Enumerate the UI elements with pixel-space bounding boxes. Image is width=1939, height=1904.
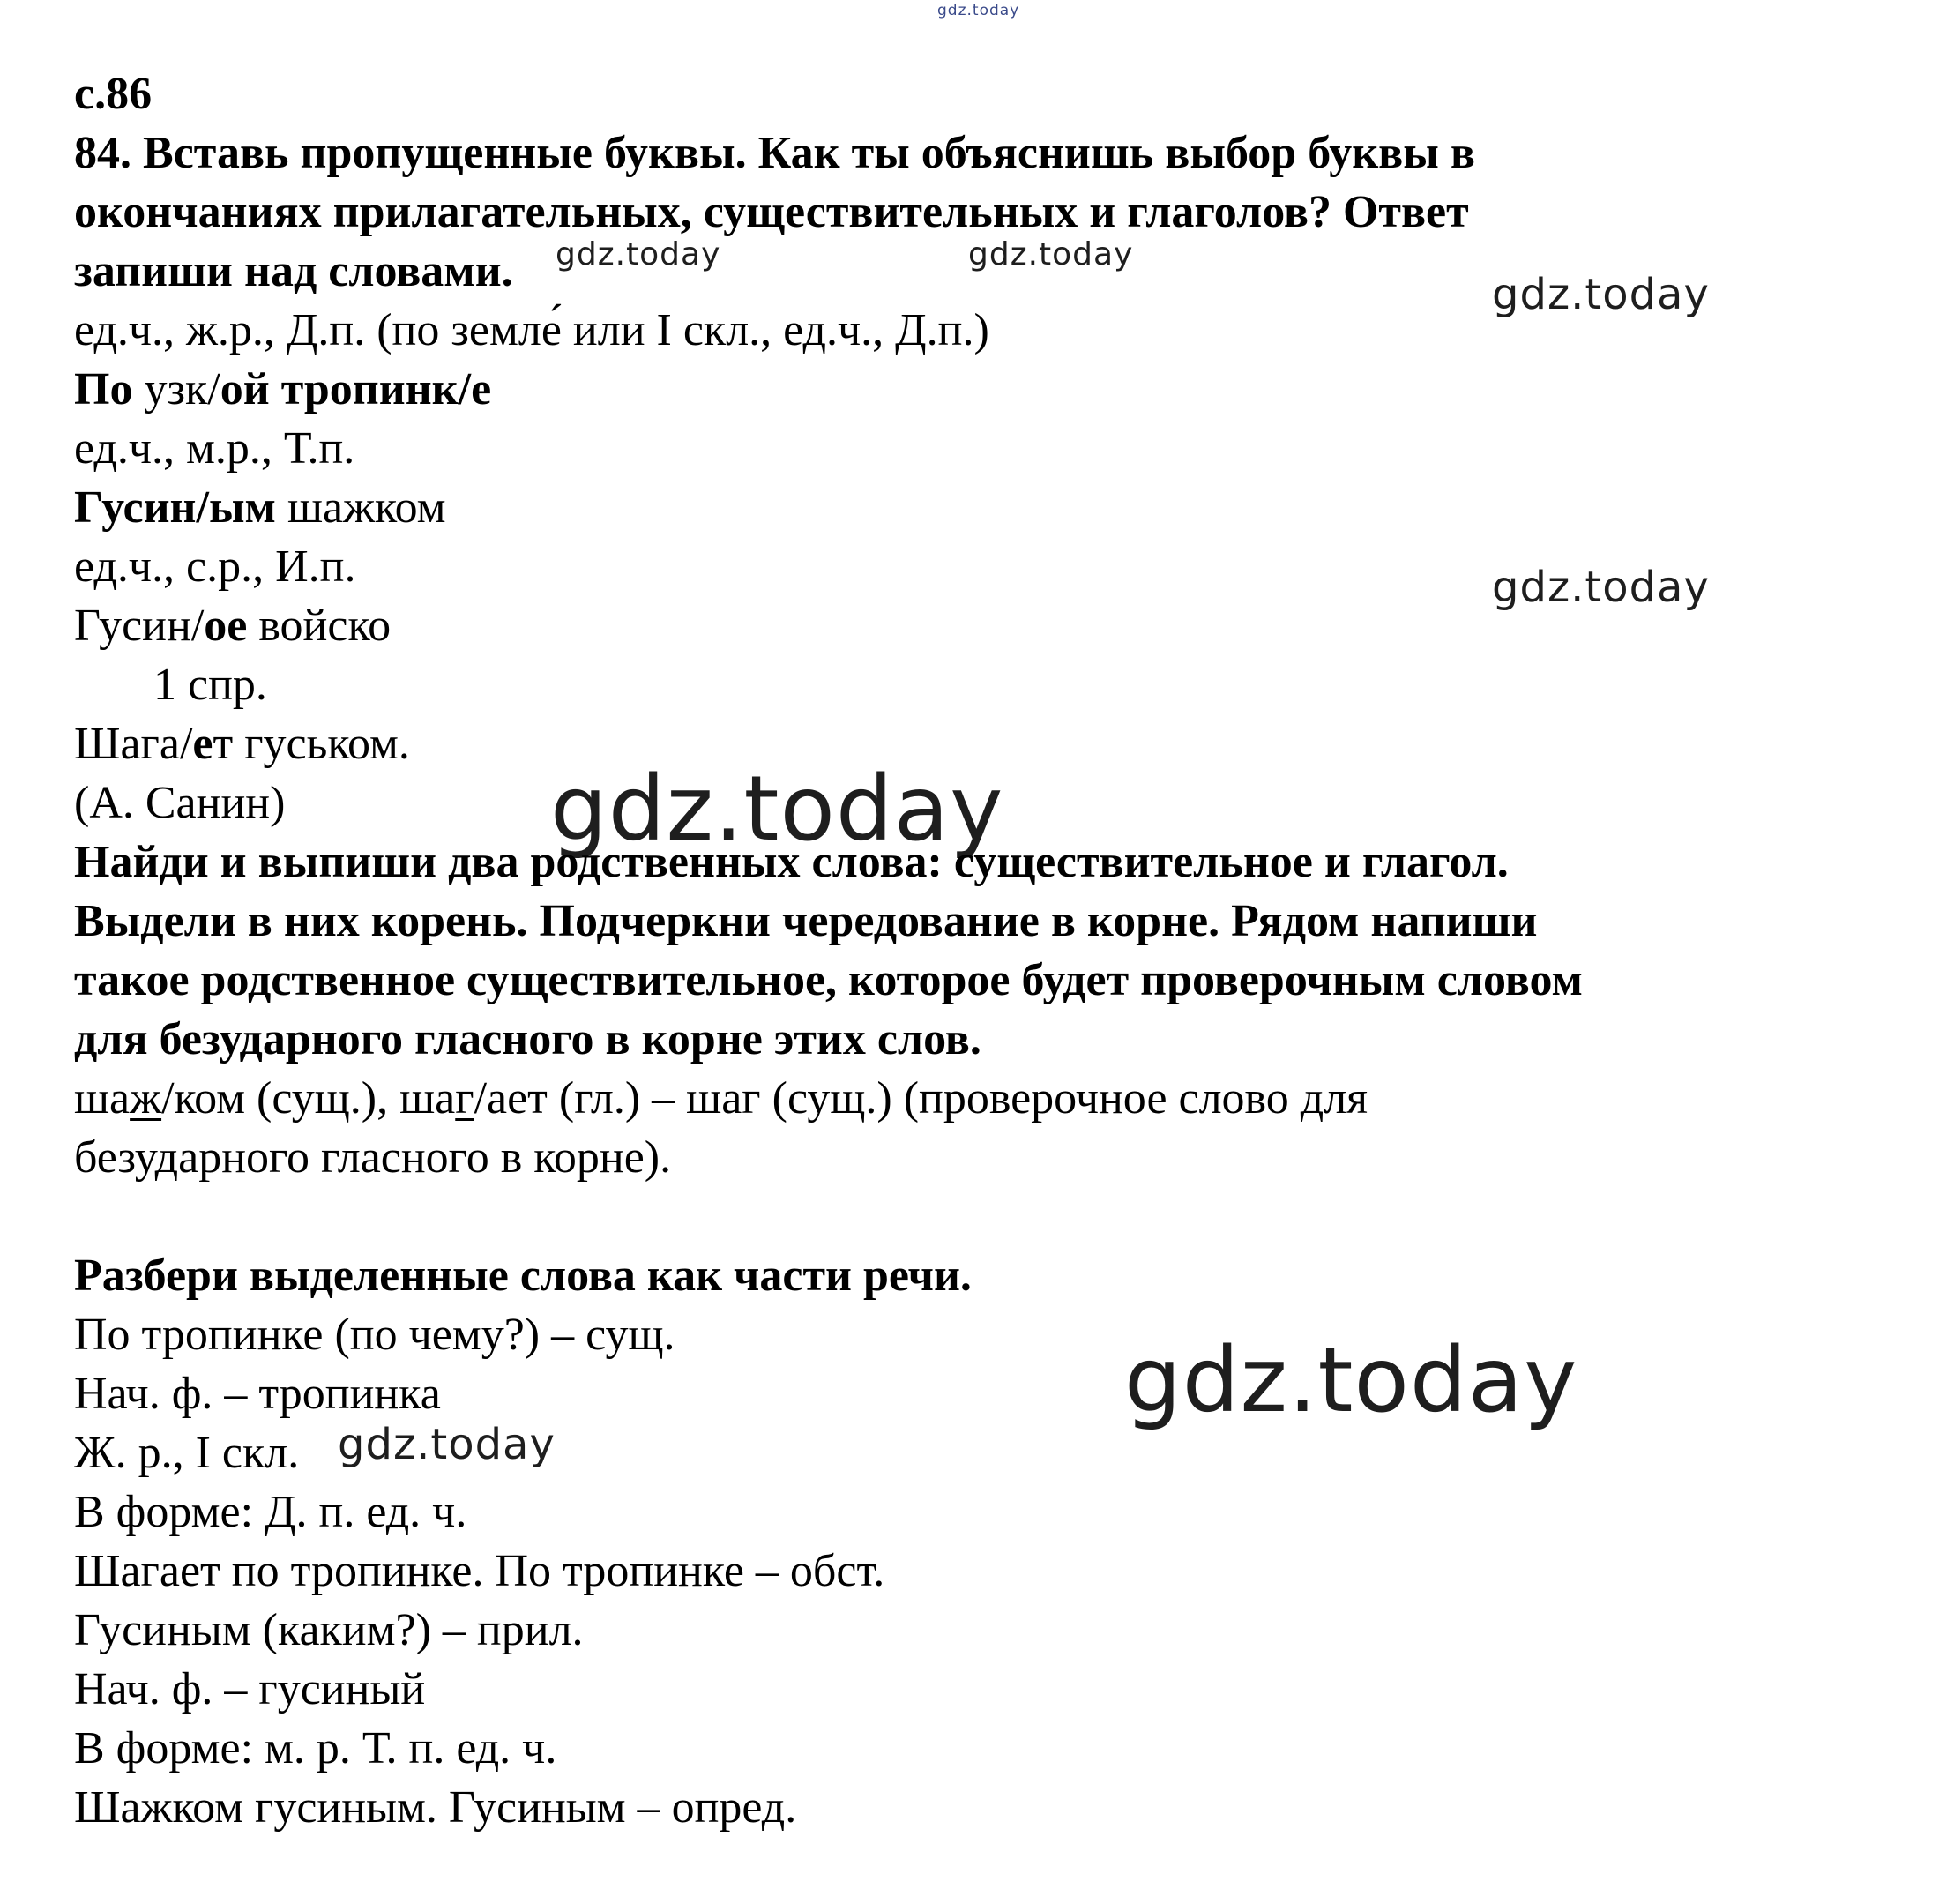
text-part: /ает (гл.) – шаг (сущ.) (проверочное слово для	[474, 1073, 1368, 1124]
watermark: gdz.today	[338, 1420, 556, 1469]
watermark-top: gdz.today	[937, 2, 1020, 19]
task-line: Разбери выделенные слова как части речи.	[74, 1251, 972, 1301]
parse-line: В форме: Д. п. ед. ч.	[74, 1487, 467, 1537]
phrase-line	[74, 715, 410, 773]
text-part: ша	[74, 1073, 131, 1124]
phrase-part: т гуськом.	[213, 719, 410, 769]
alternation-letter: г	[455, 1073, 474, 1124]
task-line: для безударного гласного в корне этих слов.	[74, 1014, 981, 1064]
phrase-ending: ое	[204, 601, 248, 651]
task-line: Найди и выпиши два родственных слова: существительное и глагол.	[74, 837, 1509, 887]
answer-line	[74, 1070, 1368, 1128]
grammar-note: ед.ч., м.р., Т.п.	[74, 423, 355, 474]
answer-line: безударного гласного в корне).	[74, 1132, 672, 1183]
parse-line: Ж. р., I скл.	[74, 1428, 300, 1478]
parse-line: Нач. ф. – гусиный	[74, 1664, 426, 1714]
watermark: gdz.today	[1492, 270, 1710, 319]
parse-line: Шажком гусиным. Гусиным – опред.	[74, 1782, 797, 1833]
task-line: Выдели в них корень. Подчеркни чередование в корне. Рядом напиши	[74, 896, 1538, 946]
task-line: запиши над словами.	[74, 246, 513, 296]
phrase-line	[74, 597, 391, 655]
watermark-large: gdz.today	[1124, 1328, 1578, 1433]
phrase-part: Гусин/ым	[74, 482, 276, 533]
phrase-part: войско	[247, 601, 392, 651]
watermark: gdz.today	[1492, 563, 1710, 612]
phrase-ending: е	[192, 719, 213, 769]
author: (А. Санин)	[74, 778, 286, 828]
phrase-line	[74, 479, 446, 537]
phrase-part: шажком	[275, 482, 446, 533]
text-part: /ком (сущ.), ша	[161, 1073, 456, 1124]
grammar-note: ед.ч., ж.р., Д.п. (по земле́ или I скл., ед.ч., Д.п.)	[74, 305, 989, 355]
phrase-part: По	[74, 364, 133, 414]
task-line: окончаниях прилагательных, существительных и глаголов? Ответ	[74, 187, 1469, 237]
phrase-part: Гусин/	[74, 601, 205, 651]
alternation-letter: ж	[130, 1073, 162, 1124]
phrase-part: Шага/	[74, 719, 193, 769]
parse-line: Нач. ф. – тропинка	[74, 1369, 441, 1419]
phrase-line	[74, 361, 491, 419]
conjugation-note: 1 спр.	[153, 660, 267, 710]
parse-line: Шагает по тропинке. По тропинке – обст.	[74, 1546, 885, 1596]
task-line: такое родственное существительное, которое будет проверочным словом	[74, 955, 1583, 1005]
task-line: 84. Вставь пропущенные буквы. Как ты объяснишь выбор буквы в	[74, 128, 1475, 178]
parse-line: В форме: м. р. Т. п. ед. ч.	[74, 1723, 557, 1773]
phrase-part: тропинк/е	[269, 364, 492, 414]
grammar-note: ед.ч., с.р., И.п.	[74, 541, 356, 592]
phrase-part: узк/	[132, 364, 220, 414]
watermark: gdz.today	[556, 236, 721, 273]
parse-line: Гусиным (каким?) – прил.	[74, 1605, 584, 1655]
phrase-ending: ой	[220, 364, 270, 414]
parse-line: По тропинке (по чему?) – сущ.	[74, 1310, 675, 1360]
page-number: с.86	[74, 69, 153, 119]
watermark-large: gdz.today	[550, 757, 1004, 862]
watermark: gdz.today	[968, 236, 1134, 273]
